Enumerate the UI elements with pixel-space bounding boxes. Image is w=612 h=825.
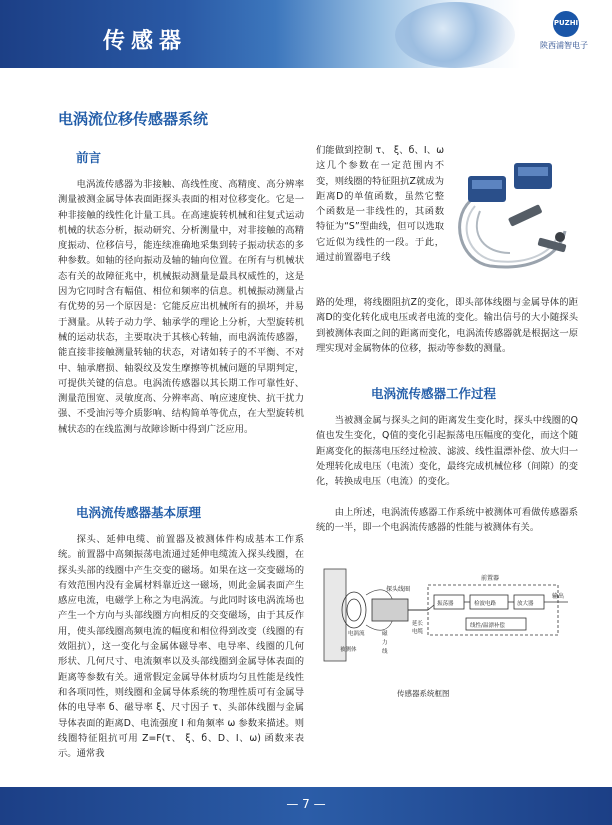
section-title-intro: 前言: [76, 150, 102, 165]
label-extension-cable-2: 电缆: [412, 629, 424, 635]
label-magnetic-line-2: 力: [382, 640, 388, 646]
label-eddy-current: 电涡流: [348, 631, 365, 637]
label-preamp: 前置器: [481, 575, 500, 582]
company-logo: [553, 11, 579, 37]
process-text-1: 当被测金属与探头之间的距离发生变化时，探头中线圈的Q值也发生变化，Q值的变化引起振荡电压幅度的变化，而这个随距离变化的振荡电压经过检波、滤波、线性温漂补偿、放大归一处理转化成电压（电流）变化，最终完成机械位移（间隙）的变化，转换成电压（电流）的变化。: [316, 415, 578, 488]
intro-text: 电涡流传感器为非接触、高线性度、高精度、高分辨率测量被测金属导体表面距探头表面的相对位移变化。它是一种非接触的线性化计量工具。在高速旋转机械和往复式运动机械的状态分析，振动研究、分析测量中，对非接触的高精度振动、位移信号，能连续准确地采集到转子振动状态的多种参数。如轴的径向振动及轴的轴向位置。在所有与机械状态有关的故障征兆中，机械振动测量是最具权威性的，这是因为它同时含有幅值、相位和频率的信息。机械振动测量占有优势的另一个原因是：它能反应出机械所有的损坏，并易于测量。从转子动力学、轴承学的理论上分析，大型旋转机械的运动状态，主要取决于其核心转轴，而电涡流传感器，能直接非接触测量转轴的状态，对诸如转子的不平衡、不对中、轴承磨损、轴裂纹及发生摩擦等机械问题的早期判定，可提供关键的信息。电涡流传感器以其长期工作可靠性好、测量范围宽、灵敏度高、分辨率高、响应速度快、抗干扰力强、不受油污等介质影响、结构简单等优点，在大型旋转机械状态的在线监测与故障诊断中得到广泛应用。: [58, 179, 304, 435]
label-linearization: 线性/温漂补偿: [470, 623, 505, 629]
principle-continuation-wide: 路的处理，将线圈阻抗Z的变化，即头部体线圈与金属导体的距离D的变化转化成电压或者电流的变化。输出信号的大小随探头到被测体表面之间的距离而变化，电涡流传感器就是根据这一原理实现对金属物体的位移，振动等参数的测量。: [316, 297, 578, 354]
header-banner: [0, 0, 612, 68]
label-target: 被测体: [340, 647, 357, 653]
company-name: 陕西浦智电子: [540, 41, 588, 50]
section-title-process: 电涡流传感器工作过程: [371, 386, 497, 401]
sensor-product-photo: [450, 141, 575, 283]
section-title-principle: 电涡流传感器基本原理: [76, 505, 202, 520]
footer-bar: [0, 787, 612, 825]
label-oscillator: 振荡器: [437, 601, 454, 607]
globe-graphic: [395, 2, 515, 68]
label-output: 输出: [552, 593, 565, 600]
label-magnetic-line-3: 线: [382, 649, 388, 655]
probe-body: [372, 599, 408, 621]
label-amplifier: 放大器: [517, 601, 534, 607]
process-text-2: 由上所述，电涡流传感器工作系统中被测体可看做传感器系统的一半，即一个电涡流传感器的性能与被测体有关。: [316, 507, 578, 534]
label-extension-cable-1: 延长: [412, 621, 424, 627]
label-probe-coil: 探头线圈: [386, 586, 411, 593]
principle-continuation-short: 们能做到控制 τ、 ξ、б、I、ω 这几个参数在一定范围内不变，则线圈的特征阻抗Z就成为距离D的单值函数，虽然它整个函数是一非线性的，其函数特征为“S”型曲线，但可以选取它近似为线性的一段。于此，通过前置器电子线: [316, 145, 444, 264]
label-magnetic-line-1: 磁: [382, 631, 388, 637]
page-number: — 7 —: [286, 797, 326, 811]
logo-text: PUZHI: [553, 19, 579, 27]
page-title: 电涡流位移传感器系统: [58, 110, 209, 128]
header-title: 传感器: [103, 29, 188, 54]
diagram-caption: 传感器系统框图: [397, 689, 450, 698]
sensor-system-block-diagram: [316, 565, 578, 667]
label-detector: 检波电路: [474, 601, 497, 607]
principle-text: 探头、延伸电缆、前置器及被测体件构成基本工作系统。前置器中高频振荡电流通过延伸电缆流入探头线圈，在探头头部的线圈中产生交变的磁场。如果在这一交变磁场的有效范围内没有金属材料靠近这一磁场，则此金属表面产生感应电流，电磁学上称之为电涡流。与此同时该电涡流场也产生一个方向与头部线圈方向相反的交变磁场，由于其反作用，使头部线圈高频电流的幅度和相位得到改变（线圈的有效阻抗），这一变化与金属体磁导率、电导率、线圈的几何形状、几何尺寸、电流频率以及头部线圈到金属导体表面的距离等参数有关。通常假定金属导体材质均匀且性能是线性和各项同性，则线圈和金属导体系统的物理性质可有金属导体的电导率 б、磁导率 ξ、尺寸因子 τ、头部体线圈与金属导体表面的距离D、电流强度 I 和角频率 ω 参数来描述。则线圈特征阻抗可用 Z=F(τ、 ξ、б、D、I、ω) 函数来表示。通常我: [58, 534, 304, 760]
